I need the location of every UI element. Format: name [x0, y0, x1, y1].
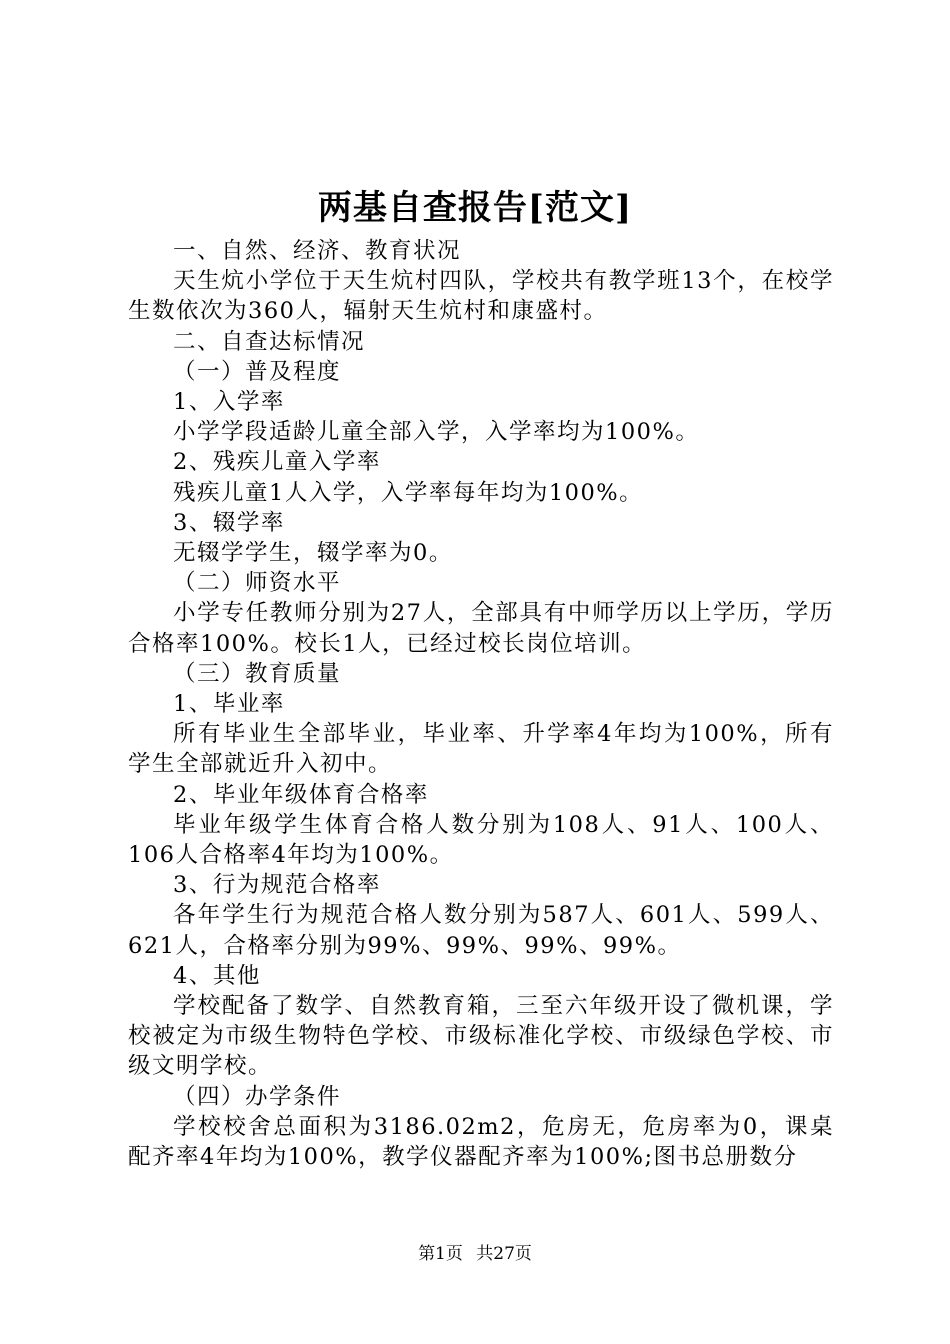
paragraph: 一、自然、经济、教育状况	[173, 238, 462, 264]
paragraph: 3、辍学率	[173, 509, 285, 536]
paragraph: 残疾儿童1人入学，入学率每年均为100%。	[173, 479, 644, 506]
paragraph: 学校配备了数学、自然教育箱，三至六年级开设了微机课，学校被定为市级生物特色学校、市级标准化学校、市级绿色学校、市级文明学校。	[128, 993, 834, 1080]
paragraph: 2、残疾儿童入学率	[173, 449, 381, 476]
paragraph: 各年学生行为规范合格人数分别为587人、601人、599人、621人，合格率分别为99%、99%、99%、99%。	[128, 902, 834, 959]
paragraph: 1、毕业率	[173, 691, 285, 718]
paragraph: 2、毕业年级体育合格率	[173, 781, 429, 808]
paragraph: （一）普及程度	[173, 358, 342, 385]
page-number: 第1页	[418, 1244, 463, 1264]
document-body	[128, 236, 834, 1172]
paragraph: 学校校舍总面积为3186.02m2，危房无，危房率为0，课桌配齐率4年均为100%，教学仪器配齐率为100%;图书总册数分	[128, 1113, 834, 1171]
paragraph: 毕业年级学生体育合格人数分别为108人、91人、100人、106人合格率4年均为100%。	[128, 811, 834, 869]
paragraph: 无辍学学生，辍学率为0。	[173, 540, 453, 567]
page-footer	[0, 1242, 950, 1266]
paragraph: （四）办学条件	[173, 1083, 342, 1110]
paragraph: 4、其他	[173, 962, 261, 989]
paragraph: 小学专任教师分别为27人，全部具有中师学历以上学历，学历合格率100%。校长1人，已经过校长岗位培训。	[128, 600, 834, 657]
page-total: 共27页	[476, 1244, 532, 1264]
paragraph: 3、行为规范合格率	[173, 872, 381, 899]
document-title: 两基自查报告[范文]	[317, 188, 633, 228]
paragraph: 天生炕小学位于天生炕村四队，学校共有教学班13个，在校学生数依次为360人，辐射天生炕村和康盛村。	[128, 268, 834, 325]
paragraph: 二、自查达标情况	[173, 328, 366, 355]
paragraph: 1、入学率	[173, 389, 285, 416]
paragraph: （三）教育质量	[173, 660, 342, 687]
paragraph: 所有毕业生全部毕业，毕业率、升学率4年均为100%，所有学生全部就近升入初中。	[128, 721, 834, 778]
paragraph: （二）师资水平	[173, 570, 342, 597]
paragraph: 小学学段适龄儿童全部入学，入学率均为100%。	[173, 419, 700, 446]
